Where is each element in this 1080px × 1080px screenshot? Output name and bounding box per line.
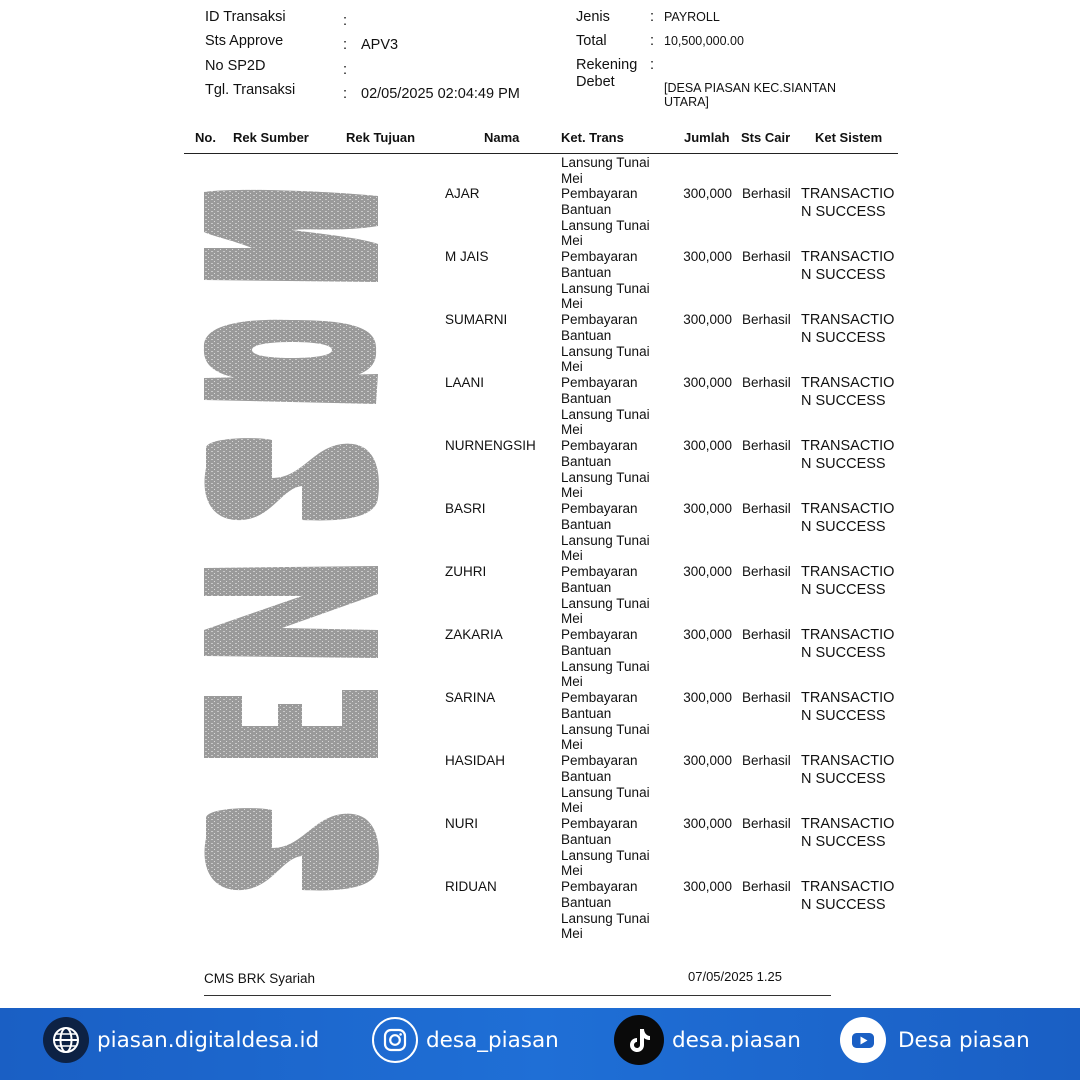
row-jumlah: 300,000 [683, 501, 732, 516]
table-row-fragment [0, 155, 1080, 185]
col-header-no: No. [195, 130, 216, 145]
instagram-text: desa_piasan [426, 1027, 559, 1053]
table-row [0, 564, 1080, 627]
table-row [0, 690, 1080, 753]
row-nama: SUMARNI [445, 312, 508, 327]
row-sts: Berhasil [742, 186, 791, 201]
tgl-transaksi-label: Tgl. Transaksi [205, 82, 296, 98]
row-jumlah: 300,000 [683, 564, 732, 579]
row-nama: AJAR [445, 186, 480, 201]
row-nama: BASRI [445, 501, 486, 516]
ket-fragment: Lansung Tunai Mei [561, 155, 650, 186]
table-header-rule [184, 153, 898, 154]
rekening-label: Rekening [576, 57, 638, 73]
sts-approve-label: Sts Approve [205, 33, 284, 49]
tiktok-text: desa.piasan [672, 1027, 801, 1053]
row-ket: Pembayaran Bantuan Lansung Tunai Mei [561, 312, 650, 375]
row-sts: Berhasil [742, 564, 791, 579]
table-row [0, 501, 1080, 564]
row-nama: LAANI [445, 375, 485, 390]
table-row [0, 879, 1080, 942]
tiktok-link[interactable] [614, 1012, 801, 1068]
row-nama: NURNENGSIH [445, 438, 536, 453]
row-ket-sistem: TRANSACTIO N SUCCESS [801, 375, 895, 409]
rekening-debet-value: [DESA PIASAN KEC.SIANTAN UTARA] [664, 81, 837, 109]
row-jumlah: 300,000 [683, 312, 732, 327]
row-jumlah: 300,000 [683, 690, 732, 705]
row-ket: Pembayaran Bantuan Lansung Tunai Mei [561, 627, 650, 690]
youtube-link[interactable] [840, 1012, 1030, 1068]
row-ket-sistem: TRANSACTIO N SUCCESS [801, 627, 895, 661]
website-text: piasan.digitaldesa.id [97, 1027, 320, 1053]
row-sts: Berhasil [742, 690, 791, 705]
row-ket-sistem: TRANSACTIO N SUCCESS [801, 249, 895, 283]
row-sts: Berhasil [742, 501, 791, 516]
jenis-value: PAYROLL [664, 10, 720, 24]
row-ket: Pembayaran Bantuan Lansung Tunai Mei [561, 438, 650, 501]
no-sp2d-label: No SP2D [205, 58, 266, 74]
row-ket: Pembayaran Bantuan Lansung Tunai Mei [561, 816, 650, 879]
table-row [0, 438, 1080, 501]
row-jumlah: 300,000 [683, 879, 732, 894]
row-ket-sistem: TRANSACTIO N SUCCESS [801, 564, 895, 598]
row-nama: NURI [445, 816, 478, 831]
total-label: Total [576, 33, 607, 49]
rekening-colon: : [650, 57, 655, 73]
sensor-stamp [192, 178, 390, 900]
row-jumlah: 300,000 [683, 375, 732, 390]
total-colon: : [650, 33, 655, 49]
footer-timestamp: 07/05/2025 1.25 [688, 969, 782, 984]
row-ket-sistem: TRANSACTIO N SUCCESS [801, 312, 895, 346]
no-sp2d-colon: : [343, 62, 348, 78]
col-header-ket-sistem: Ket Sistem [815, 130, 883, 145]
row-ket: Pembayaran Bantuan Lansung Tunai Mei [561, 249, 650, 312]
row-ket-sistem: TRANSACTIO N SUCCESS [801, 753, 895, 787]
col-header-jumlah: Jumlah [684, 130, 730, 145]
row-ket-sistem: TRANSACTIO N SUCCESS [801, 501, 895, 535]
row-jumlah: 300,000 [683, 186, 732, 201]
table-row [0, 186, 1080, 249]
row-nama: RIDUAN [445, 879, 497, 894]
row-ket: Pembayaran Bantuan Lansung Tunai Mei [561, 375, 650, 438]
row-sts: Berhasil [742, 753, 791, 768]
table-row [0, 627, 1080, 690]
jenis-colon: : [650, 9, 655, 25]
row-ket-sistem: TRANSACTIO N SUCCESS [801, 438, 895, 472]
row-ket-sistem: TRANSACTIO N SUCCESS [801, 690, 895, 724]
row-nama: ZUHRI [445, 564, 487, 579]
row-jumlah: 300,000 [683, 816, 732, 831]
row-ket: Pembayaran Bantuan Lansung Tunai Mei [561, 564, 650, 627]
youtube-text: Desa piasan [898, 1027, 1030, 1053]
row-ket-sistem: TRANSACTIO N SUCCESS [801, 816, 895, 850]
row-jumlah: 300,000 [683, 249, 732, 264]
row-nama: ZAKARIA [445, 627, 503, 642]
website-link[interactable] [43, 1012, 319, 1068]
col-header-rek-tujuan: Rek Tujuan [346, 130, 416, 145]
total-value: 10,500,000.00 [664, 34, 744, 48]
tiktok-icon [614, 1015, 664, 1065]
instagram-icon [372, 1017, 418, 1063]
table-row [0, 816, 1080, 879]
id-transaksi-colon: : [343, 13, 348, 29]
row-jumlah: 300,000 [683, 438, 732, 453]
row-jumlah: 300,000 [683, 753, 732, 768]
row-jumlah: 300,000 [683, 627, 732, 642]
row-ket: Pembayaran Bantuan Lansung Tunai Mei [561, 690, 650, 753]
jenis-label: Jenis [576, 9, 610, 25]
table-row [0, 249, 1080, 312]
row-ket-sistem: TRANSACTIO N SUCCESS [801, 186, 895, 220]
sts-approve-value: APV3 [361, 37, 399, 53]
col-header-rek-sumber: Rek Sumber [233, 130, 309, 145]
debet-label: Debet [576, 74, 615, 90]
row-nama: M JAIS [445, 249, 489, 264]
row-nama: SARINA [445, 690, 496, 705]
tgl-transaksi-colon: : [343, 86, 348, 102]
sts-approve-colon: : [343, 37, 348, 53]
row-sts: Berhasil [742, 249, 791, 264]
row-sts: Berhasil [742, 438, 791, 453]
table-row [0, 375, 1080, 438]
row-ket: Pembayaran Bantuan Lansung Tunai Mei [561, 879, 650, 942]
table-row [0, 753, 1080, 816]
table-row [0, 312, 1080, 375]
row-sts: Berhasil [742, 816, 791, 831]
tgl-transaksi-value: 02/05/2025 02:04:49 PM [361, 86, 520, 102]
globe-icon [43, 1017, 89, 1063]
row-sts: Berhasil [742, 375, 791, 390]
col-header-sts-cair: Sts Cair [741, 130, 791, 145]
col-header-ket-trans: Ket. Trans [561, 130, 624, 145]
row-ket: Pembayaran Bantuan Lansung Tunai Mei [561, 186, 650, 249]
row-sts: Berhasil [742, 312, 791, 327]
col-header-nama: Nama [484, 130, 520, 145]
row-sts: Berhasil [742, 879, 791, 894]
row-ket: Pembayaran Bantuan Lansung Tunai Mei [561, 501, 650, 564]
youtube-icon [840, 1017, 886, 1063]
row-ket-sistem: TRANSACTIO N SUCCESS [801, 879, 895, 913]
id-transaksi-label: ID Transaksi [205, 9, 286, 25]
footer-app-name: CMS BRK Syariah [204, 971, 316, 986]
row-ket: Pembayaran Bantuan Lansung Tunai Mei [561, 753, 650, 816]
row-nama: HASIDAH [445, 753, 506, 768]
footer-rule [204, 995, 831, 996]
row-sts: Berhasil [742, 627, 791, 642]
instagram-link[interactable] [372, 1012, 559, 1068]
